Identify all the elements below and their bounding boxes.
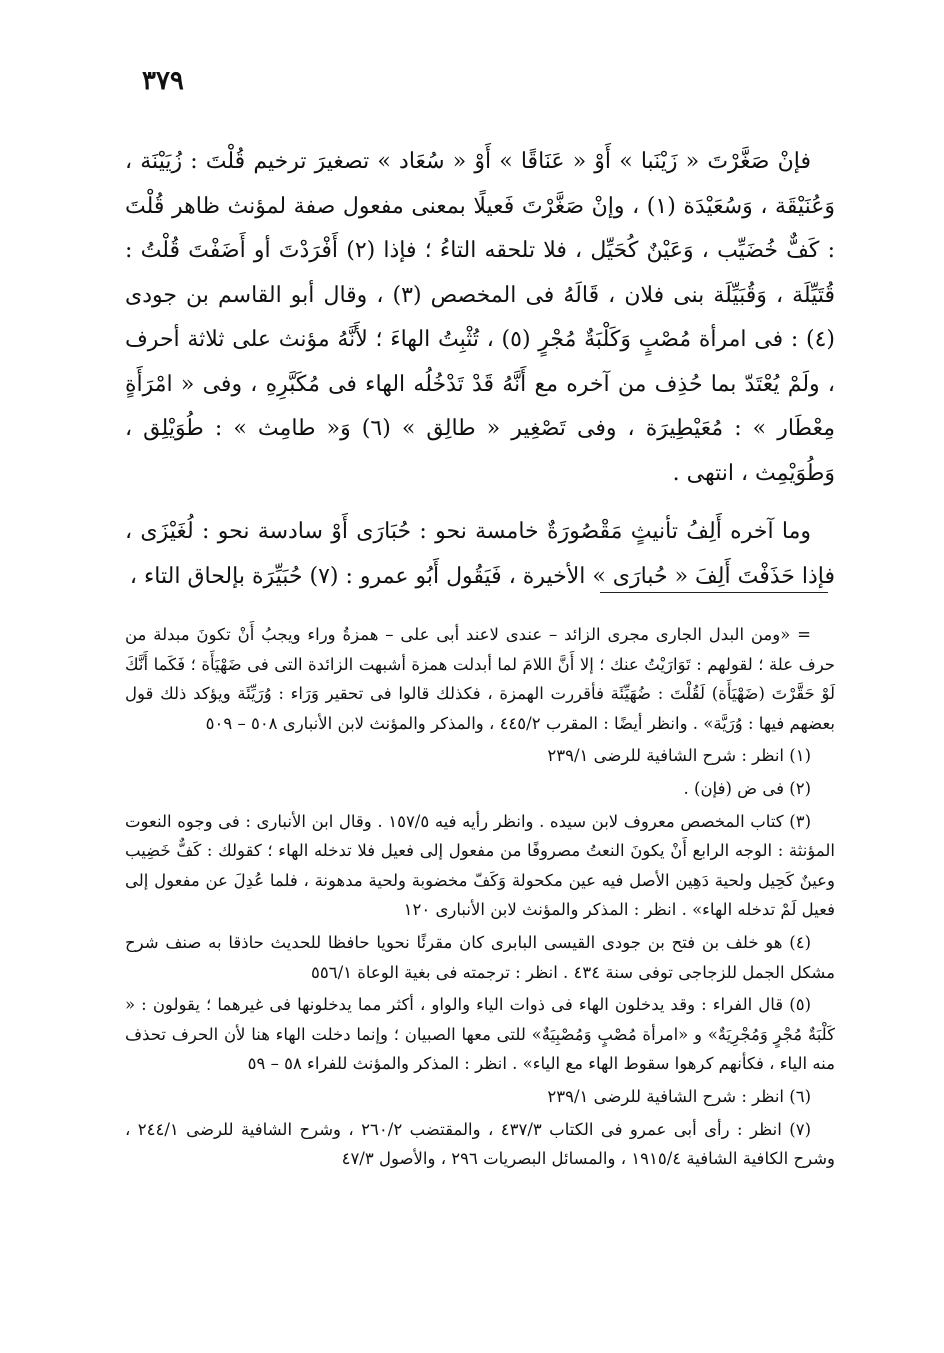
footnote-3: (٣) كتاب المخصص معروف لابن سيده . وانظر رأيه فيه ١٥٧/٥ . وقال ابن الأنبارى : فى وجوه النعوت المؤنثة : الوجه الرابع أَنْ يكونَ النعتُ مصروفًا من مفعول إلى فعيل فلا تدخله الهاء ؛ كقولك : كَفٌّ خَضِيب وعينٌ كَحِيل ولحية دَهِين الأصل فيه عين مكحولة وَكَفّ مخضوبة ولحية مدهونة ، فلما عُدِلَ عن مفعول إلى فعيل لَمْ تدخله الهاء» . انظر : المذكر والمؤنث لابن الأنبارى ١٢٠ — [125, 811, 835, 920]
main-paragraph: فإنْ صَغَّرْتَ « زَيْنَبا » أَوْ « عَنَاقًا » أَوْ « سُعَاد » تصغيرَ ترخيم قُلْتَ : زُيَيْنَة ، وَعُنَيْقَة ، وَسُعَيْدَة (١) ، وإنْ صَغَّرْتَ فَعيلًا بمعنى مفعول صفة لمؤنث ظاهر قُلْتَ : كَفٌّ خُضَيِّب ، وَعَيْنٌ كُحَيِّل ، فلا تلحقه التاءُ ؛ فإذا (٢) أَفْرَدْتَ أو أَضَفْتَ قُلْتُ : قُتَيِّلَة ، وَقُبَيِّلَة بنى فلان ، قَالَهُ فى المخصص (٣) ، وقال أبو القاسم بن جودى (٤) : فى امرأة مُصْبٍ وَكَلْبَةٌ مُجْرٍ (٥) ، تُثْبِتُ الهاءَ ؛ لأَنَّهُ مؤنث على ثلاثة أحرف ، ولَمْ يُعْتَدّ بما حُذِف من آخره مع أَنَّهُ قَدْ تَدْخُلُه الهاء فى مُكَبَّرِهِ ، وفى « امْرَأَةٍ مِعْطَار » : مُعَيْطِيرَة ، وفى تَصْغِير « طالِق » (٦) وَ« طامِث » : طُوَيْلِق ، وَطُوَيْمِث ، انتهى . — [125, 149, 836, 486]
footnote-6: (٦) انظر : شرح الشافية للرضى ٢٣٩/١ — [547, 1086, 811, 1106]
footnote-1: (١) انظر : شرح الشافية للرضى ٢٣٩/١ — [547, 746, 811, 766]
footnotes — [125, 620, 835, 1177]
footnote-4: (٤) هو خلف بن فتح بن جودى القيسى البابرى كان مقرئًا نحويا حافظا للحديث حاذقا به صنف شرح مشكل الجمل للزجاجى توفى سنة ٤٣٤ . انظر : ترجمته فى بغية الوعاة ٥٥٦/١ — [125, 932, 835, 982]
footnote-continuation: = «ومن البدل الجارى مجرى الزائد – عندى لاعند أبى على – همزةُ وراء ويجبُ أَنْ تكونَ مبدلة من حرف علة ؛ لقولهم : تَوَارَيْتُ عنك ؛ إلا أَنَّ اللامَ لما أبدلت همزة أشبهت الزائدة التى فى ضَهْيَأَة ؛ فَكَما أَنَّكَ لَوْ حَقَّرْتَ (ضَهْيَأَة) لَقُلْتَ : ضُهَيِّئَة فأقررت الهمزة ، فكذلك قالوا فى تحقير وَرَاء : وُرَيِّئَة ويؤكد ذلك قول بعضهم فيها : وُرَيَّة» . وانظر أيضًا : المقرب ٤٤٥/٢ ، والمذكر والمؤنث لابن الأنبارى ٥٠٨ – ٥٠٩ — [125, 625, 835, 733]
main-paragraph: وما آخره أَلِفُ تأنيثٍ مَقْصُورَةٌ خامسة نحو : حُبَارَى أَوْ سادسة نحو : لُغَيْزَى ، فإذا حَذَفْتَ أَلِفَ « حُبارَى » الأخيرة ، فَيَقُول أَبُو عمرو : (٧) حُبَيِّرَة بإلحاق التاء ، — [125, 519, 835, 589]
main-text — [125, 140, 835, 599]
footnote-7: (٧) انظر : رأى أبى عمرو فى الكتاب ٤٣٧/٣ ، والمقتضب ٢٦٠/٢ ، وشرح الشافية للرضى ٢٤٤/١ ، وشرح الكافية الشافية ١٩١٥/٤ ، والمسائل البصريات ٢٩٦ ، والأصول ٤٧/٣ — [125, 1119, 835, 1169]
footnote-separator — [600, 592, 828, 593]
footnote-5: (٥) قال الفراء : وقد يدخلون الهاء فى ذوات الياء والواو ، أكثر مما يدخلونها فى غيرهما ؛ يقولون : « كَلْبَةٌ مُجْرٍ وَمُجْرِيَةٌ» و «امرأة مُصْبٍ وَمُصْبِيَةٌ» للتى معها الصبيان ؛ وإنما دخلت الهاء هنا لأن الحرف تحذف منه الياء ، فكأنهم كرهوا سقوط الهاء مع الياء» . انظر : المذكر والمؤنث للفراء ٥٨ – ٥٩ — [125, 995, 835, 1074]
footnote-2: (٢) فى ض (فإن) . — [683, 778, 811, 798]
page-number: ٣٧٩ — [142, 66, 184, 96]
